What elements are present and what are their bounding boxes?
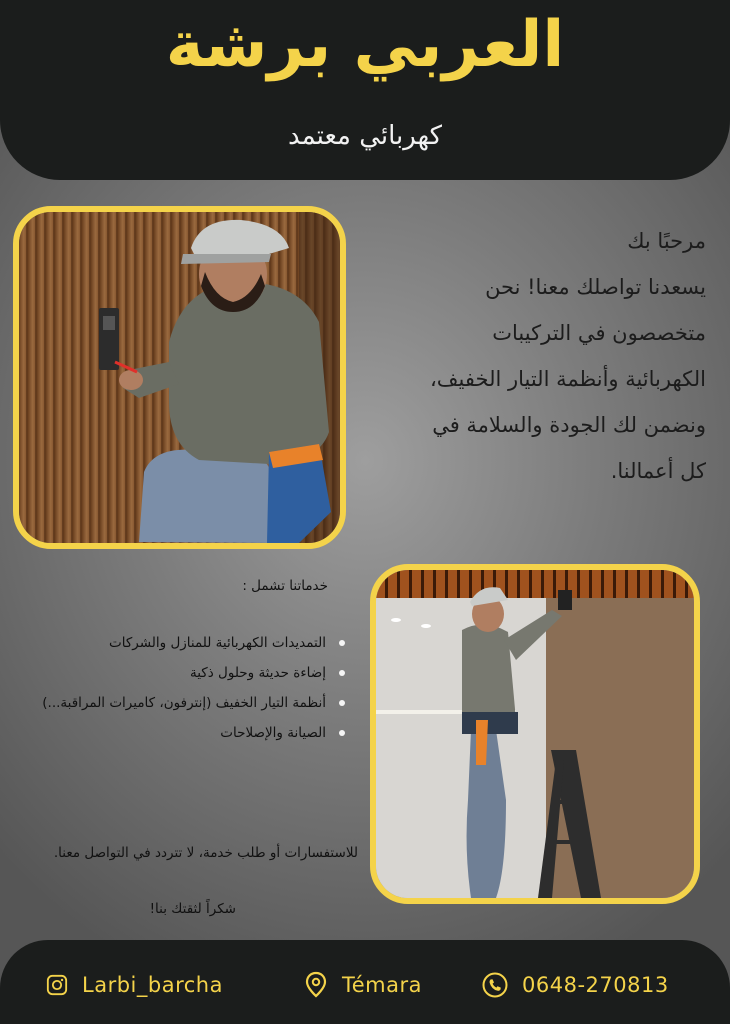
electrician-photo-intercom-image	[19, 212, 340, 543]
phone-number: 0648-270813	[522, 973, 669, 997]
instagram-link[interactable]	[46, 970, 223, 1000]
service-label: الصيانة والإصلاحات	[220, 725, 326, 741]
intro-line: ونضمن لك الجودة والسلامة في	[432, 413, 706, 437]
instagram-icon	[46, 974, 68, 996]
contact-note: للاستفسارات أو طلب خدمة، لا تتردد في التواصل معنا.	[53, 845, 358, 861]
intro-text	[380, 218, 706, 494]
bullet-icon	[339, 670, 345, 676]
intro-line: متخصصون في التركيبات	[492, 321, 706, 345]
list-item	[20, 658, 348, 688]
electrician-photo-intercom	[13, 206, 346, 549]
service-label: التمديدات الكهربائية للمنازل والشركات	[109, 635, 326, 651]
service-label: إضاءة حديثة وحلول ذكية	[190, 665, 326, 681]
intro-line: يسعدنا تواصلك معنا! نحن	[485, 275, 706, 299]
bullet-icon	[339, 700, 345, 706]
bullet-icon	[339, 640, 345, 646]
page-title: العربي برشة	[165, 8, 565, 82]
location-text: Témara	[342, 973, 423, 997]
electrician-photo-ceiling-image	[376, 570, 694, 898]
services-list	[20, 628, 348, 748]
intro-line: الكهربائية وأنظمة التيار الخفيف،	[430, 367, 706, 391]
intro-line: كل أعمالنا.	[610, 459, 706, 483]
page-subtitle: كهربائي معتمد	[287, 121, 443, 151]
electrician-photo-ceiling	[370, 564, 700, 904]
service-label: أنظمة التيار الخفيف (إنترفون، كاميرات المراقبة...)	[42, 695, 326, 711]
intro-line: مرحبًا بك	[627, 229, 706, 253]
phone-link[interactable]	[482, 970, 669, 1000]
header-banner	[0, 0, 730, 180]
bullet-icon	[339, 730, 345, 736]
location-pin-icon	[304, 971, 328, 999]
phone-icon	[482, 972, 508, 998]
list-item	[20, 688, 348, 718]
thanks-text: شكراً لثقتك بنا!	[149, 901, 236, 917]
services-title: خدماتنا تشمل :	[242, 578, 328, 594]
footer-bar	[0, 940, 730, 1024]
list-item	[20, 718, 348, 748]
list-item	[20, 628, 348, 658]
instagram-handle: Larbi_barcha	[82, 973, 223, 997]
location-link[interactable]	[304, 970, 422, 1000]
